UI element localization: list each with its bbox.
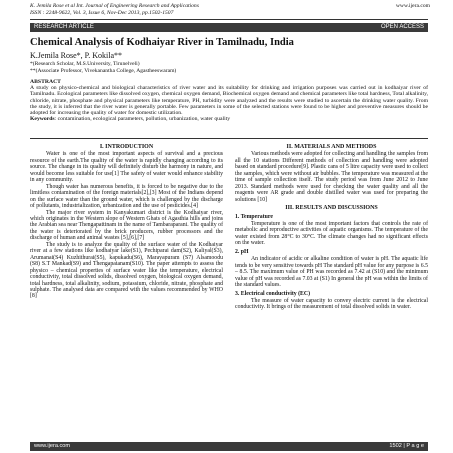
page-footer <box>30 442 428 451</box>
paper-title: Chemical Analysis of Kodhaiyar River in Tamilnadu, India <box>30 37 294 48</box>
affiliation-1: *(Research Scholar, M.S.University, Tirunelveli) <box>30 61 140 67</box>
temperature-paragraph: Temperature is one of the most important factors that controls the rate of metabolic and reproductive activities of aquatic organisms. The temperature of the water existed from 28°C to 30°C. The climate changes had no significant effects on the water. <box>235 220 428 247</box>
section-heading-results: III. RESULTS AND DISCUSSIONS <box>285 205 378 212</box>
keywords-label: Keywords <box>30 116 55 123</box>
abstract-rule <box>30 138 428 139</box>
citation-line-1: K. Jemila Rose et al Int. Journal of Engineering Research and Applications <box>30 3 199 9</box>
abstract <box>30 79 428 122</box>
journal-header <box>30 3 430 17</box>
article-type-band <box>30 23 428 32</box>
header-website-link[interactable]: www.ijera.com <box>395 3 430 9</box>
open-access-label: OPEN ACCESS <box>380 24 424 30</box>
subheading-conductivity: 3. Electrical conductivity (EC) <box>235 290 311 297</box>
section-heading-methods: II. MATERIALS AND METHODS <box>286 144 377 150</box>
affiliation-2: **(Associate Professor, Vivekanantha College, Agastheeswaram) <box>30 67 177 74</box>
intro-paragraph-3: The major river system in Kanyakumari district is the Kodhaiyar river, which originates in the Western slope of Western Ghats of Agasthia hills and joins the Arabian sea near Thengapattinam in the name of Tambaraparani. The quality of the water is deteriorated by the brick producers, rubber processors and the discharge of human and animal wastes [5],[6],[7] <box>30 209 223 242</box>
keywords-line <box>30 116 428 122</box>
abstract-heading: ABSTRACT <box>30 79 61 85</box>
ph-paragraph: An indicator of acidic or alkaline condition of water is pH. The aquatic life tends to be very sensitive towards pH The standard pH value for any purpose is 6.5 – 8.5. The maximum value of PH was recorded as 7.42 at (S10) and the minimum value of pH was recorded as 7.03 at (S1) In general the pH was within the limits of the standard values. <box>235 256 428 289</box>
intro-paragraph-4: The study is to analyze the quality of the surface water of the Kodhaiyar river at a few stations like kodhaiyar lake(S1), Pechiparai dam(S2), Kaliyal(S3), Arumanai(S4) Kuzhithurai(S5), kapukadu(S6), Marayapuram (S7) Alsamoodu (S8) S.T Mankad(S9) and Thengapatanam(S10). The paper attempts to assess the physico – chemical properties of surface water like the temperature, electrical conductivity, total dissolved solids, dissolved oxygen, biological oxygen demand, total hardness, total alkalinity, sodium, potassium, chloride, nitrate, phosphate and sulphate. The analysed data are compared with the values recommended by WHO [8] <box>30 241 223 300</box>
keywords-text: : contamination, ecological parameters, pollution, urbanization, water quality <box>54 116 231 123</box>
paper-authors: K.Jemila Rose*, P. Kokila** <box>30 51 122 60</box>
section-heading-introduction: I. INTRODUCTION <box>99 144 154 150</box>
subheading-temperature: 1. Temperature <box>235 213 273 220</box>
right-column <box>235 142 428 311</box>
conductivity-paragraph: The measure of water capacity to convey electric current is the electrical conductivity. It brings of the measurement of total dissolved solids in water. <box>235 297 428 311</box>
left-column <box>30 142 223 300</box>
affiliations <box>30 61 176 74</box>
research-article-label: RESEARCH ARTICLE <box>34 24 94 30</box>
abstract-text: A study on physico-chemical and biological characteristics of river water and its suitability for drinking and irrigation purposes was carried out in kodhaiyar river of Tamilnadu. Ecological parameters like dissolved oxygen, chemical oxygen demand, Biochemical oxygen demand and chemical parameters like total hardness, Total alkalinity, chloride, nitrate, phosphate and physical parameters like temperature, PH, turbidity were analyzed and the results were studied to ascertain the drinking water quality. From the study, it is inferred that the river water is generally portable. Few parameters in some of the selected stations were found to be higher and preventive measures should be adopted for increasing the quality of water for domestic utilization. <box>30 85 428 117</box>
header-rule <box>30 19 428 20</box>
methods-paragraph: Various methods were adopted for collecting and handling the samples from all the 10 stations Different methods of collection and handling were adopted based on standard procedure[9]. Plastic cans of 5 litre capacity were used to collect the samples, which were without air bubbles. The temperature was measured at the time of sample collection itself. The study period was from June 2012 to June 2013. Standard methods were used for checking the water quality and all the reagents were AR grade and double distilled water was used for preparing the solutions [10] <box>235 151 428 203</box>
subheading-ph: 2. pH <box>235 248 249 255</box>
intro-paragraph-1: Water is one of the most important aspects of survival and a precious resource of the earth.The quality of the water is rapidly changing according to its source. The change in its quality will definitely disturb the harmony in nature, and would become less suitable for use[1] The safety of water would enhance stability in any community. <box>30 151 223 184</box>
page-number: 1502 | P a g e <box>389 443 424 449</box>
intro-paragraph-2: Though water has numerous benefits, it is forced to be negative due to the limitless contamination of the foreign materials[2],[3] Most of the Indians depend on the surface water than the ground water, which is challenged by the discharge of pollutants, industrialization, urbanization and the use of pesticides.[4] <box>30 183 223 210</box>
citation-line-2: ISSN : 2248-9622, Vol. 3, Issue 6, Nov-Dec 2013, pp.1502-1507 <box>30 10 174 16</box>
footer-website-link[interactable]: www.ijera.com <box>34 443 71 449</box>
